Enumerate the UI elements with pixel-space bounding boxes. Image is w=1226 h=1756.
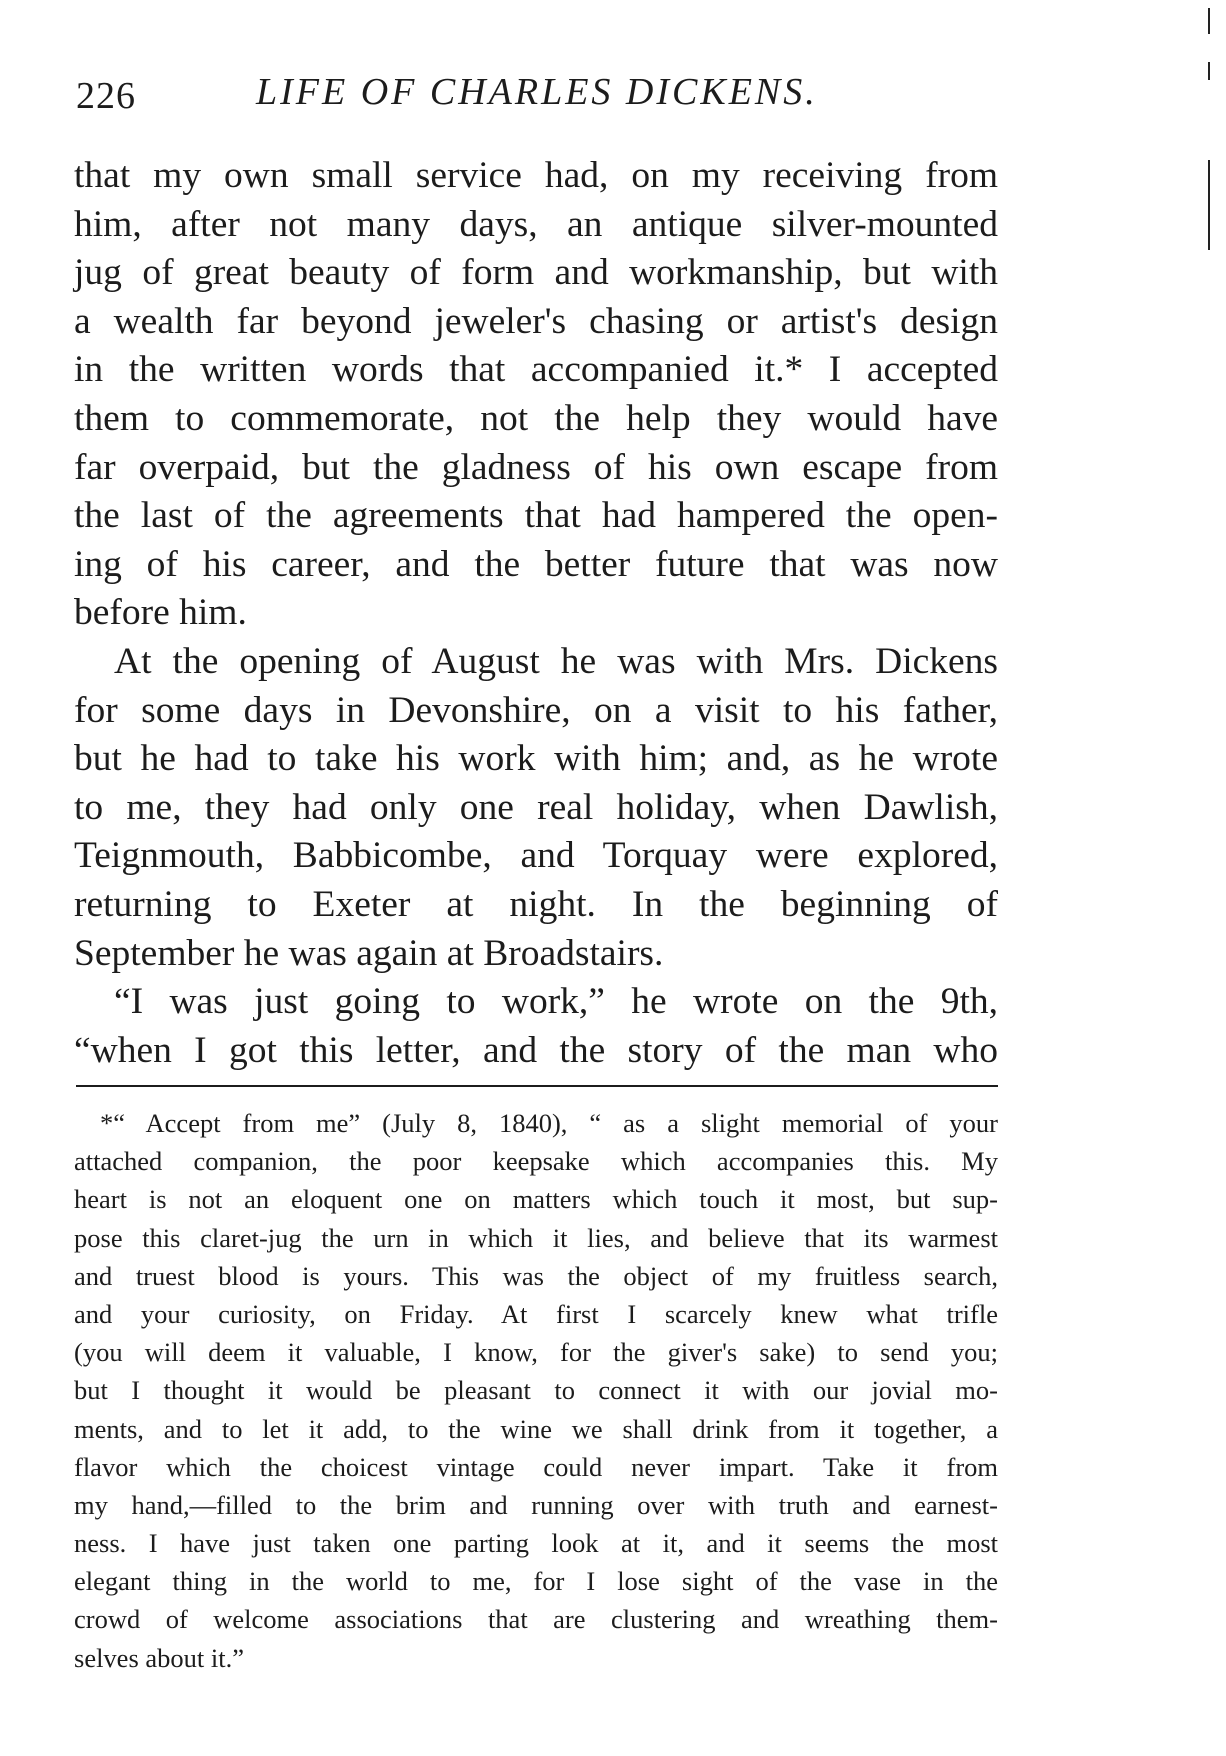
scan-edge-mark bbox=[1208, 8, 1210, 34]
body-text bbox=[74, 152, 998, 1075]
footnote-line: heart is not an eloquent one on matters which touch it most, but sup- bbox=[74, 1184, 998, 1215]
body-line: “I was just going to work,” he wrote on the 9th, bbox=[114, 981, 998, 1023]
body-line: jug of great beauty of form and workmanship, but with bbox=[74, 252, 998, 294]
footnote-line: ness. I have just taken one parting look at it, and it seems the most bbox=[74, 1528, 998, 1559]
body-line: before him. bbox=[74, 592, 247, 634]
footnote-line: and your curiosity, on Friday. At first I scarcely knew what trifle bbox=[74, 1298, 998, 1329]
footnote-line: selves about it.” bbox=[74, 1642, 244, 1673]
body-line: “when I got this letter, and the story of the man who bbox=[74, 1029, 998, 1071]
footnote-line: my hand,—filled to the brim and running over with truth and earnest- bbox=[74, 1489, 998, 1520]
body-line: for some days in Devonshire, on a visit to his father, bbox=[74, 689, 998, 731]
body-line: At the opening of August he was with Mrs. Dickens bbox=[114, 640, 998, 682]
body-line: ing of his career, and the better future that was now bbox=[74, 543, 998, 585]
body-line: but he had to take his work with him; and, as he wrote bbox=[74, 738, 998, 780]
body-line: that my own small service had, on my receiving from bbox=[74, 155, 998, 196]
footnote-line: crowd of welcome associations that are clustering and wreathing them- bbox=[74, 1604, 998, 1635]
footnote-line: ments, and to let it add, to the wine we shall drink from it together, a bbox=[74, 1413, 998, 1444]
footnote-line: attached companion, the poor keepsake which accompanies this. My bbox=[74, 1146, 998, 1177]
page-number: 226 bbox=[76, 75, 136, 117]
footnote-line: pose this claret-jug the urn in which it lies, and believe that its warmest bbox=[74, 1222, 998, 1253]
body-line: Teignmouth, Babbicombe, and Torquay were explored, bbox=[74, 835, 998, 877]
page-header bbox=[76, 70, 1016, 120]
footnote-line: elegant thing in the world to me, for I lose sight of the vase in the bbox=[74, 1566, 998, 1597]
body-line: them to commemorate, not the help they would have bbox=[74, 397, 998, 439]
body-line: a wealth far beyond jeweler's chasing or artist's design bbox=[74, 300, 998, 342]
body-line: to me, they had only one real holiday, when Dawlish, bbox=[74, 786, 998, 828]
footnote-divider bbox=[76, 1085, 998, 1087]
footnote-line: (you will deem it valuable, I know, for the giver's sake) to send you; bbox=[74, 1337, 998, 1368]
body-line: far overpaid, but the gladness of his own escape from bbox=[74, 446, 998, 488]
body-line: in the written words that accompanied it.* I accepted bbox=[74, 349, 998, 391]
scan-edge-mark bbox=[1208, 62, 1210, 80]
scan-edge-mark bbox=[1208, 160, 1210, 250]
body-line: him, after not many days, an antique silver-mounted bbox=[74, 203, 998, 245]
body-line: returning to Exeter at night. In the beginning of bbox=[74, 883, 998, 925]
footnote-line: but I thought it would be pleasant to connect it with our jovial mo- bbox=[74, 1375, 998, 1406]
footnote-line: *“ Accept from me” (July 8, 1840), “ as a slight memorial of your bbox=[100, 1108, 998, 1138]
running-title: LIFE OF CHARLES DICKENS. bbox=[256, 71, 818, 113]
footnote-line: flavor which the choicest vintage could never impart. Take it from bbox=[74, 1451, 998, 1482]
body-line: the last of the agreements that had hampered the open- bbox=[74, 495, 998, 537]
body-line: September he was again at Broadstairs. bbox=[74, 932, 664, 974]
footnote bbox=[74, 1104, 998, 1677]
footnote-line: and truest blood is yours. This was the object of my fruitless search, bbox=[74, 1260, 998, 1291]
